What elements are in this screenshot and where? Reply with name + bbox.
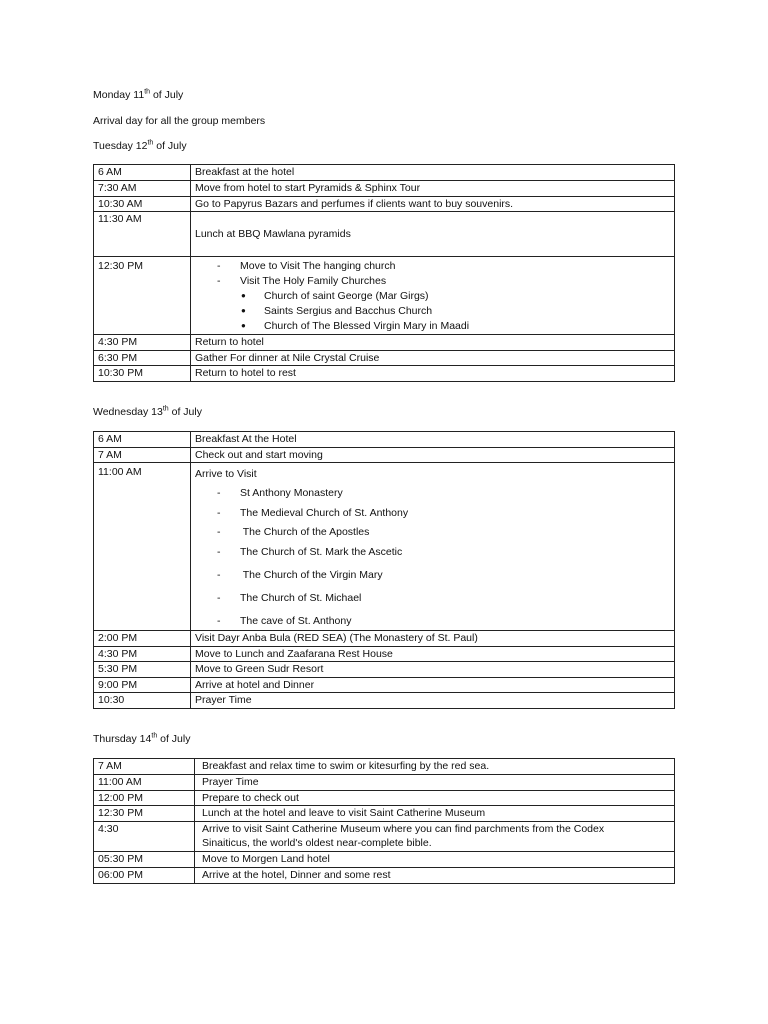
table-row xyxy=(94,181,675,197)
table-row xyxy=(94,196,675,212)
activity-cell: Breakfast at the hotel xyxy=(191,165,675,181)
table-row xyxy=(94,851,675,867)
table-row xyxy=(94,447,675,463)
activity-cell: Move to Green Sudr Resort xyxy=(191,662,675,678)
time-cell: 10:30 PM xyxy=(94,366,191,382)
activity-cell: Prayer Time xyxy=(191,693,675,709)
time-cell: 7 AM xyxy=(94,447,191,463)
activity-cell: Return to hotel to rest xyxy=(191,366,675,382)
activity-cell: Return to hotel xyxy=(191,335,675,351)
activity-cell xyxy=(195,821,675,851)
list-item xyxy=(195,259,670,274)
activity-cell xyxy=(191,463,675,631)
heading-arrival: Arrival day for all the group members xyxy=(93,115,266,127)
activity-cell: Arrive at the hotel, Dinner and some rest xyxy=(195,867,675,883)
list-item-text: Church of saint George (Mar Girgs) xyxy=(264,290,429,302)
activity-cell: Lunch at the hotel and leave to visit Saint Catherine Museum xyxy=(195,806,675,822)
table-row xyxy=(94,759,675,775)
table-row xyxy=(94,790,675,806)
list-item-text: The Church of St. Mark the Ascetic xyxy=(240,545,403,558)
list-item xyxy=(195,304,670,319)
bullet-icon: ● xyxy=(241,306,246,315)
time-cell: 05:30 PM xyxy=(94,851,195,867)
thursday-schedule-table xyxy=(93,758,675,884)
table-row xyxy=(94,662,675,678)
table-row xyxy=(94,775,675,791)
activity-cell: Lunch at BBQ Mawlana pyramids xyxy=(191,212,675,257)
table-row xyxy=(94,212,675,257)
time-cell: 11:00 AM xyxy=(94,775,195,791)
wednesday-schedule-table xyxy=(93,431,675,709)
activity-cell: Move from hotel to start Pyramids & Sphinx Tour xyxy=(191,181,675,197)
time-cell: 6:30 PM xyxy=(94,350,191,366)
activity-cell: Visit Dayr Anba Bula (RED SEA) (The Monastery of St. Paul) xyxy=(191,631,675,647)
dash-marker: - xyxy=(217,487,221,499)
heading-wednesday: Wednesday 13th of July xyxy=(93,405,202,418)
list-item-text: The Church of St. Michael xyxy=(240,591,362,604)
heading-tuesday: Tuesday 12th of July xyxy=(93,139,187,152)
list-item xyxy=(195,289,670,304)
activity-cell: Breakfast and relax time to swim or kitesurfing by the red sea. xyxy=(195,759,675,775)
list-item-text: The Church of the Apostles xyxy=(240,526,370,538)
time-cell: 6 AM xyxy=(94,432,191,448)
activity-cell: Breakfast At the Hotel xyxy=(191,432,675,448)
table-row xyxy=(94,806,675,822)
dash-marker: - xyxy=(217,545,221,558)
activity-line: Arrive to visit Saint Catherine Museum where you can find parchments from the Codex xyxy=(202,822,605,835)
time-cell: 12:30 PM xyxy=(94,806,195,822)
time-cell: 4:30 xyxy=(94,821,195,851)
table-row xyxy=(94,165,675,181)
table-row xyxy=(94,257,675,335)
time-cell: 4:30 PM xyxy=(94,646,191,662)
table-row xyxy=(94,335,675,351)
activity-cell: Prayer Time xyxy=(195,775,675,791)
dash-marker: - xyxy=(217,526,221,538)
table-row xyxy=(94,677,675,693)
list-item xyxy=(195,591,670,614)
activity-cell: Gather For dinner at Nile Crystal Cruise xyxy=(191,350,675,366)
activity-line: Sinaiticus, the world's oldest near-complete bible. xyxy=(202,837,432,849)
time-cell: 06:00 PM xyxy=(94,867,195,883)
time-cell: 11:30 AM xyxy=(94,212,191,257)
list-item xyxy=(195,319,670,334)
list-item-text: The Medieval Church of St. Anthony xyxy=(240,506,409,519)
bullet-icon: ● xyxy=(241,321,246,330)
time-cell: 11:00 AM xyxy=(94,463,191,631)
list-item-text: The cave of St. Anthony xyxy=(240,614,352,627)
table-row xyxy=(94,432,675,448)
table-row xyxy=(94,867,675,883)
bullet-icon: ● xyxy=(241,291,246,300)
activity-cell: Check out and start moving xyxy=(191,447,675,463)
list-item xyxy=(195,568,670,591)
time-cell: 12:30 PM xyxy=(94,257,191,335)
list-item-text: The Church of the Virgin Mary xyxy=(240,568,383,581)
activity-cell: Move to Morgen Land hotel xyxy=(195,851,675,867)
dash-marker: - xyxy=(217,260,221,272)
list-item-text: St Anthony Monastery xyxy=(240,487,343,499)
list-item xyxy=(195,614,670,630)
list-item xyxy=(195,545,670,568)
activity-cell: Arrive at hotel and Dinner xyxy=(191,677,675,693)
table-row xyxy=(94,463,675,631)
time-cell: 5:30 PM xyxy=(94,662,191,678)
list-item-text: Visit The Holy Family Churches xyxy=(240,275,387,287)
table-row xyxy=(94,821,675,851)
list-item xyxy=(195,506,670,526)
table-row xyxy=(94,350,675,366)
dash-marker: - xyxy=(217,568,221,581)
list-item xyxy=(195,486,670,506)
table-row xyxy=(94,646,675,662)
dash-marker: - xyxy=(217,614,221,627)
table-row xyxy=(94,366,675,382)
heading-monday: Monday 11th of July xyxy=(93,88,184,101)
time-cell: 2:00 PM xyxy=(94,631,191,647)
time-cell: 6 AM xyxy=(94,165,191,181)
time-cell: 7:30 AM xyxy=(94,181,191,197)
activity-cell: Move to Lunch and Zaafarana Rest House xyxy=(191,646,675,662)
time-cell: 7 AM xyxy=(94,759,195,775)
time-cell: 9:00 PM xyxy=(94,677,191,693)
dash-marker: - xyxy=(217,591,221,604)
tuesday-schedule-table xyxy=(93,164,675,382)
list-item xyxy=(195,525,670,545)
dash-marker: - xyxy=(217,275,221,287)
list-item-text: Church of The Blessed Virgin Mary in Maadi xyxy=(264,320,470,332)
dash-marker: - xyxy=(217,506,221,519)
list-item xyxy=(195,274,670,289)
table-row xyxy=(94,631,675,647)
activity-cell: Prepare to check out xyxy=(195,790,675,806)
time-cell: 12:00 PM xyxy=(94,790,195,806)
time-cell: 4:30 PM xyxy=(94,335,191,351)
activity-cell: Go to Papyrus Bazars and perfumes if clients want to buy souvenirs. xyxy=(191,196,675,212)
heading-thursday: Thursday 14th of July xyxy=(93,732,191,745)
time-cell: 10:30 xyxy=(94,693,191,709)
table-row xyxy=(94,693,675,709)
list-item-text: Move to Visit The hanging church xyxy=(240,260,396,272)
list-item-text: Saints Sergius and Bacchus Church xyxy=(264,305,433,317)
time-cell: 10:30 AM xyxy=(94,196,191,212)
list-intro: Arrive to Visit xyxy=(195,468,257,480)
activity-cell xyxy=(191,257,675,335)
